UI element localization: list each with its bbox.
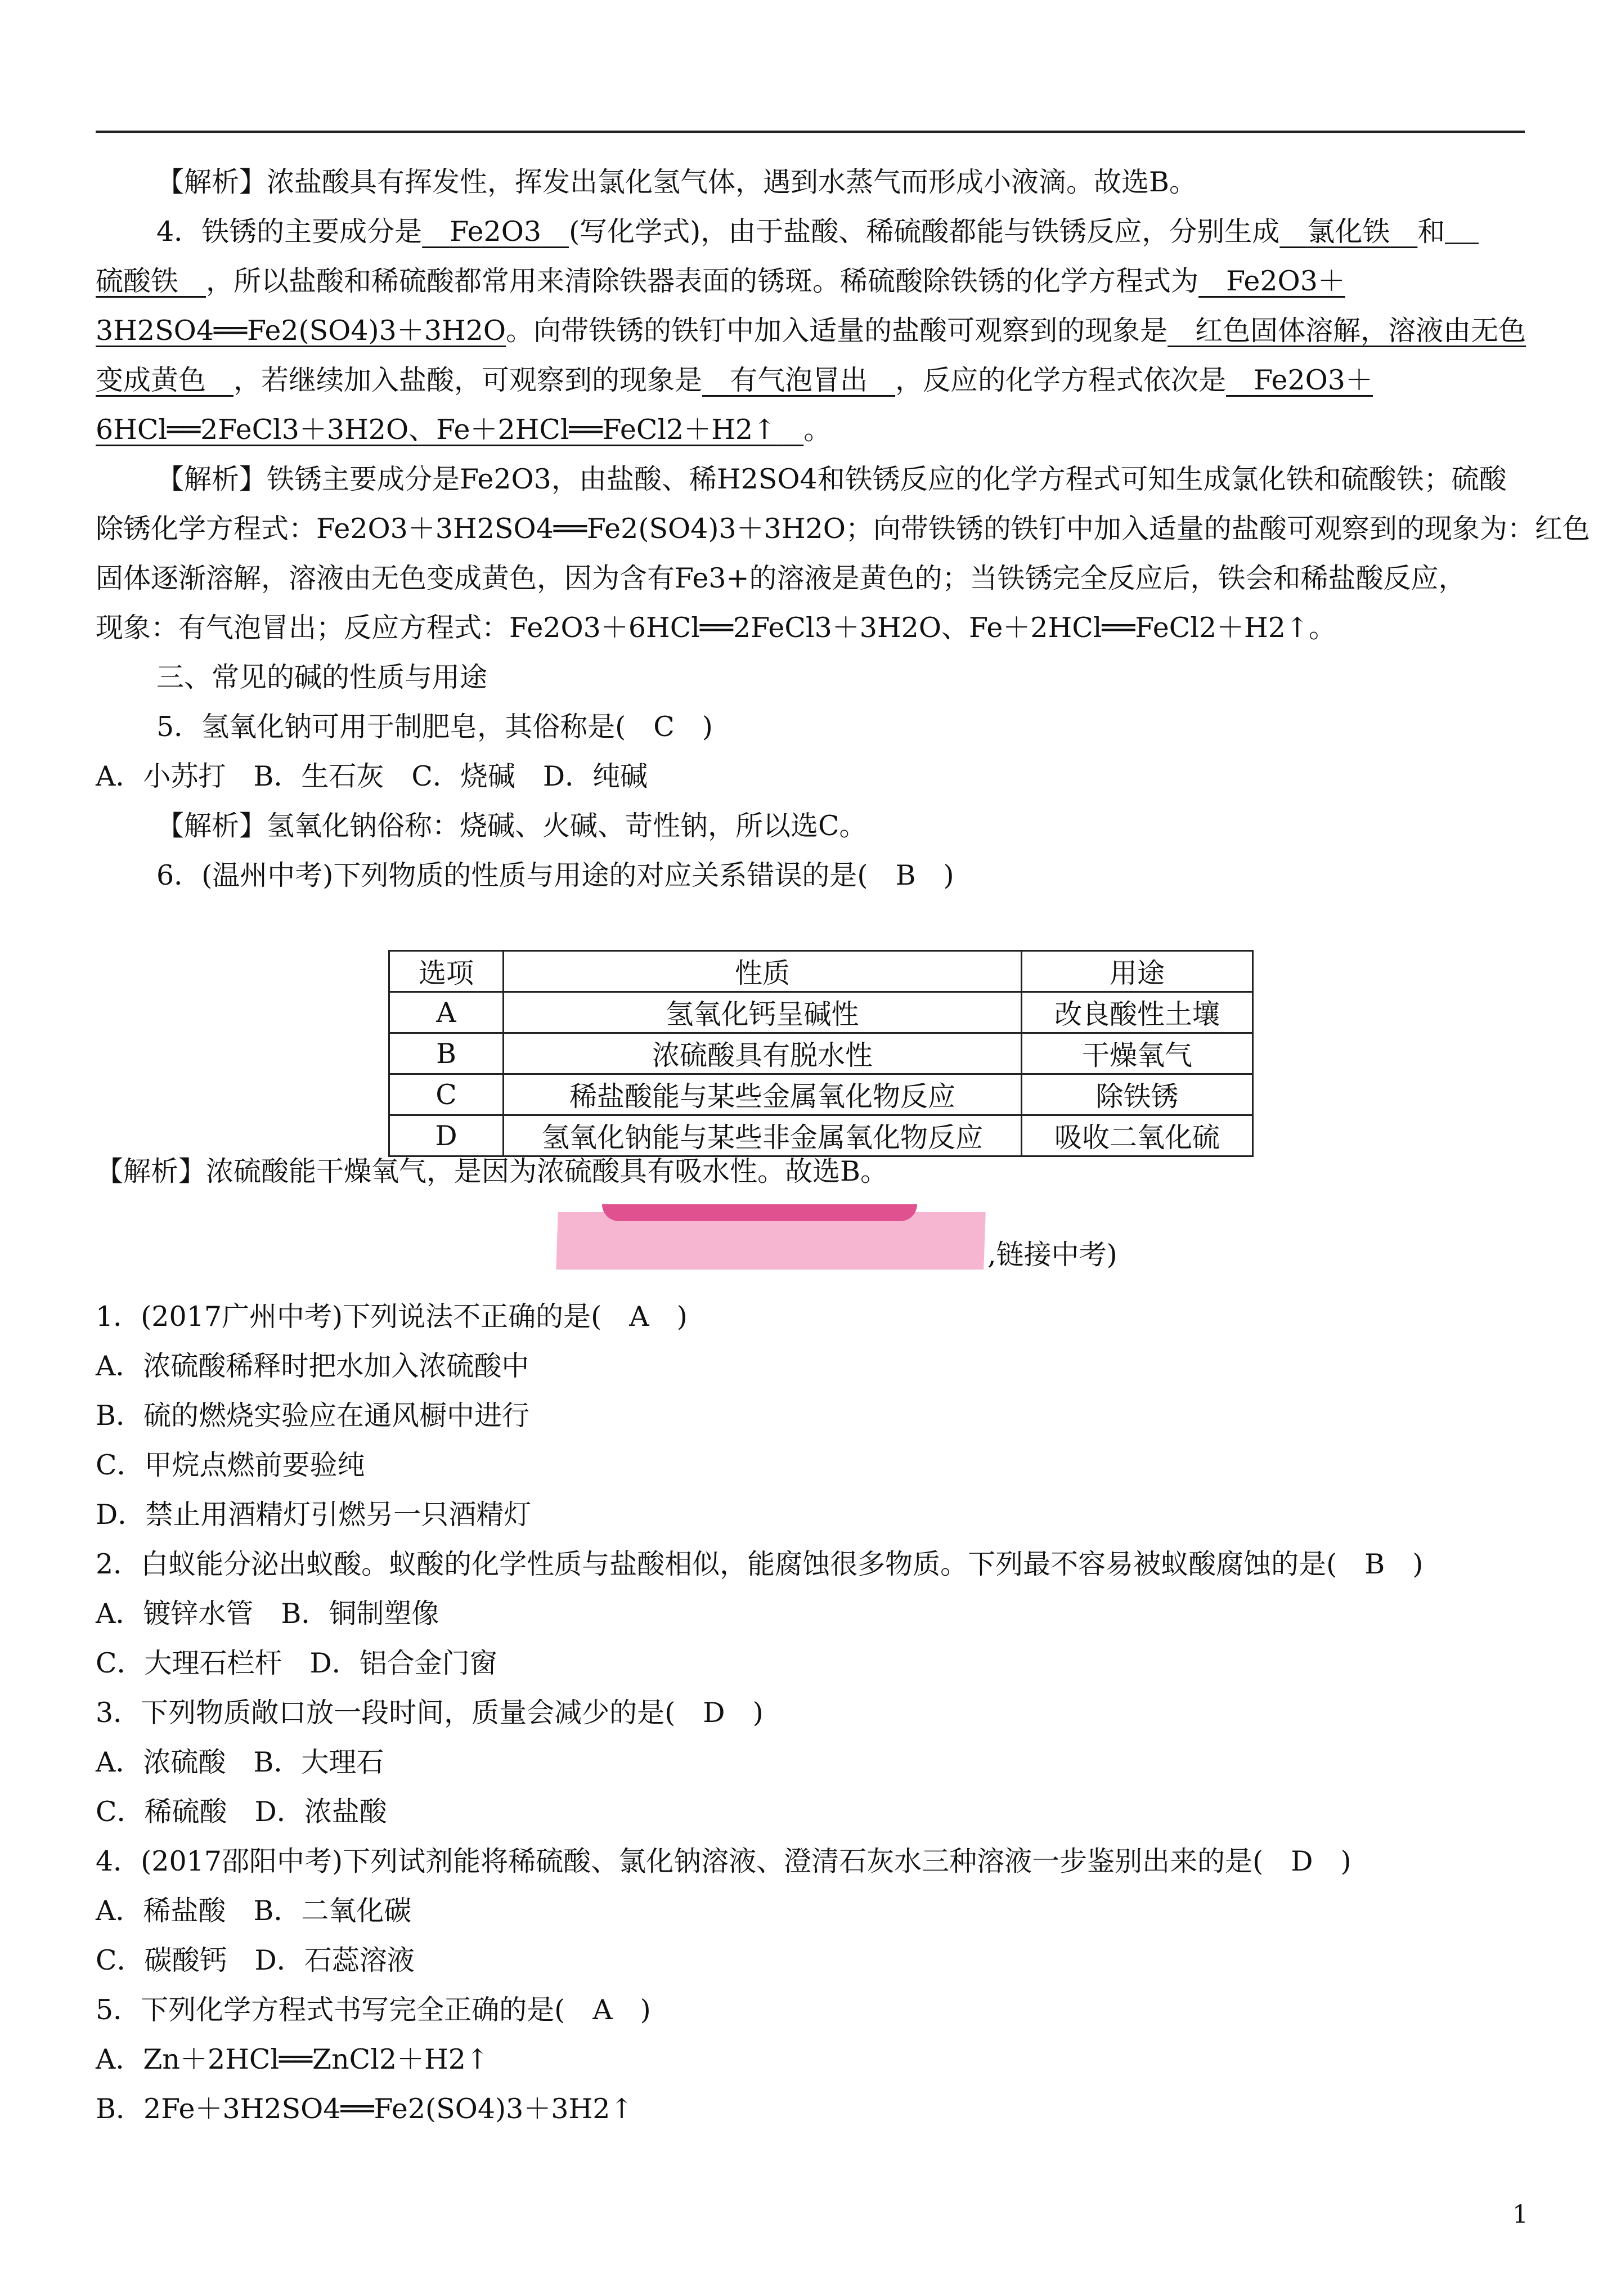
q4-text-1: 4．铁锈的主要成分是 — [156, 216, 423, 248]
q5-analysis: 【解析】氢氧化钠俗称：烧碱、火碱、苛性钠，所以选C。 — [156, 810, 867, 842]
link-q1-option-c: C．甲烷点燃前要验纯 — [96, 1449, 365, 1481]
q4-answer-4b: 3H2SO4══Fe2(SO4)3＋3H2O — [96, 315, 506, 347]
q6-stem: 6．(温州中考)下列物质的性质与用途的对应关系错误的是( B ) — [156, 859, 954, 891]
table-cell: 稀盐酸能与某些金属氧化物反应 — [504, 1074, 1022, 1115]
banner-tab — [602, 1204, 917, 1221]
q4-answer-3: 硫酸铁 — [96, 265, 179, 297]
q4-text-5: 。向带铁锈的铁钉中加入适量的盐酸可观察到的现象是 — [506, 315, 1168, 347]
link-q4-stem: 4．(2017邵阳中考)下列试剂能将稀硫酸、氯化钠溶液、澄清石灰水三种溶液一步鉴别出来的是( D ) — [96, 1845, 1351, 1877]
table-cell: 改良酸性土壤 — [1022, 992, 1253, 1033]
q4-line-5 — [96, 413, 1525, 447]
link-q4-options-cd: C．碳酸钙 D．石蕊溶液 — [96, 1944, 415, 1976]
q4-analysis-1: 【解析】铁锈主要成分是Fe2O3，由盐酸、稀H2SO4和铁锈反应的化学方程式可知生成氯化铁和硫酸铁；硫酸 — [156, 463, 1507, 495]
table-row — [389, 1074, 1253, 1115]
q4-answer-2: 氯化铁 — [1307, 216, 1390, 248]
q4-analysis-2: 除锈化学方程式：Fe2O3＋3H2SO4══Fe2(SO4)3＋3H2O；向带铁锈的铁钉中加入适量的盐酸可观察到的现象为：红色 — [96, 513, 1590, 545]
q5-stem: 5．氢氧化钠可用于制肥皂，其俗称是( C ) — [156, 711, 713, 743]
table-cell: 氢氧化钙呈碱性 — [504, 992, 1022, 1033]
table-cell: 除铁锈 — [1022, 1074, 1253, 1115]
link-q5-stem: 5．下列化学方程式书写完全正确的是( A ) — [96, 1994, 651, 2026]
q4-text-6: ，若继续加入盐酸，可观察到的现象是 — [234, 364, 703, 396]
analysis-q3: 【解析】浓盐酸具有挥发性，挥发出氯化氢气体，遇到水蒸气而形成小液滴。故选B。 — [156, 166, 1197, 198]
section-heading: 三、常见的碱的性质与用途 — [156, 661, 488, 693]
q4-line-2 — [96, 264, 1525, 298]
q4-text-2: (写化学式)，由于盐酸、稀硫酸都能与铁锈反应，分别生成 — [569, 216, 1280, 248]
q4-answer-7b: 6HCl══2FeCl3＋3H2O、Fe＋2HCl══FeCl2＋H2↑ — [96, 414, 776, 446]
link-q3-options-cd: C．稀硫酸 D．浓盐酸 — [96, 1796, 387, 1828]
table-header-row — [389, 951, 1253, 992]
link-q2-stem: 2．白蚁能分泌出蚁酸。蚁酸的化学性质与盐酸相似，能腐蚀很多物质。下列最不容易被蚁酸腐蚀的是( B ) — [96, 1548, 1424, 1580]
table-header: 选项 — [389, 951, 504, 992]
banner-label: ,链接中考) — [987, 1239, 1117, 1271]
link-q1-option-a: A．浓硫酸稀释时把水加入浓硫酸中 — [96, 1350, 529, 1382]
q4-analysis-4: 现象：有气泡冒出；反应方程式：Fe2O3＋6HCl══2FeCl3＋3H2O、Fe＋2HCl══FeCl2＋H2↑。 — [96, 612, 1337, 644]
link-q5-option-a: A．Zn＋2HCl══ZnCl2＋H2↑ — [96, 2043, 489, 2075]
q4-analysis-3: 固体逐渐溶解，溶液由无色变成黄色，因为含有Fe3+的溶液是黄色的；当铁锈完全反应后，铁会和稀盐酸反应， — [96, 562, 1466, 594]
q4-answer-5b: 变成黄色 — [96, 364, 206, 396]
q4-line-1 — [156, 215, 1525, 249]
table-row — [389, 992, 1253, 1033]
table-header: 用途 — [1022, 951, 1253, 992]
property-use-table — [388, 950, 1254, 1157]
q4-text-8: 。 — [803, 414, 832, 446]
q4-answer-6: 有气泡冒出 — [730, 364, 868, 396]
link-q3-options-ab: A．浓硫酸 B．大理石 — [96, 1746, 384, 1778]
q4-answer-7a: Fe2O3＋ — [1254, 364, 1373, 396]
q4-answer-4a: Fe2O3＋ — [1226, 265, 1345, 297]
link-q1-stem: 1．(2017广州中考)下列说法不正确的是( A ) — [96, 1301, 688, 1333]
q4-answer-1: Fe2O3 — [450, 216, 542, 248]
q4-answer-3-start — [1445, 220, 1479, 244]
q4-text-4: ，所以盐酸和稀硫酸都常用来清除铁器表面的锈斑。稀硫酸除铁锈的化学方程式为 — [206, 265, 1199, 297]
table-cell: 浓硫酸具有脱水性 — [504, 1033, 1022, 1074]
section-banner — [557, 1204, 985, 1270]
table-cell: C — [389, 1074, 504, 1115]
table-cell: 吸收二氧化硫 — [1022, 1115, 1253, 1156]
link-q1-option-d: D．禁止用酒精灯引燃另一只酒精灯 — [96, 1499, 532, 1531]
link-q1-option-b: B．硫的燃烧实验应在通风橱中进行 — [96, 1400, 530, 1432]
link-q5-option-b: B．2Fe＋3H2SO4══Fe2(SO4)3＋3H2↑ — [96, 2093, 634, 2125]
q6-analysis: 【解析】浓硫酸能干燥氧气，是因为浓硫酸具有吸水性。故选B。 — [96, 1155, 888, 1187]
q4-answer-5a: 红色固体溶解，溶液由无色 — [1195, 315, 1526, 347]
table-row — [389, 1033, 1253, 1074]
q5-options: A．小苏打 B．生石灰 C．烧碱 D．纯碱 — [96, 760, 648, 792]
link-q4-options-ab: A．稀盐酸 B．二氧化碳 — [96, 1895, 412, 1927]
table-cell: D — [389, 1115, 504, 1156]
table-header: 性质 — [504, 951, 1022, 992]
table-cell: B — [389, 1033, 504, 1074]
q4-line-4 — [96, 364, 1525, 397]
q4-line-3 — [96, 314, 1525, 348]
table-cell: A — [389, 992, 504, 1033]
link-q2-options-cd: C．大理石栏杆 D．铝合金门窗 — [96, 1647, 497, 1679]
q4-text-7: ，反应的化学方程式依次是 — [895, 364, 1227, 396]
page-number: 1 — [1512, 2200, 1528, 2229]
q4-text-3: 和 — [1417, 216, 1445, 248]
link-q2-options-ab: A．镀锌水管 B．铜制塑像 — [96, 1598, 439, 1630]
table-cell: 干燥氧气 — [1022, 1033, 1253, 1074]
table-row — [389, 1115, 1253, 1156]
table-cell: 氢氧化钠能与某些非金属氧化物反应 — [504, 1115, 1022, 1156]
link-q3-stem: 3．下列物质敞口放一段时间，质量会减少的是( D ) — [96, 1697, 764, 1729]
